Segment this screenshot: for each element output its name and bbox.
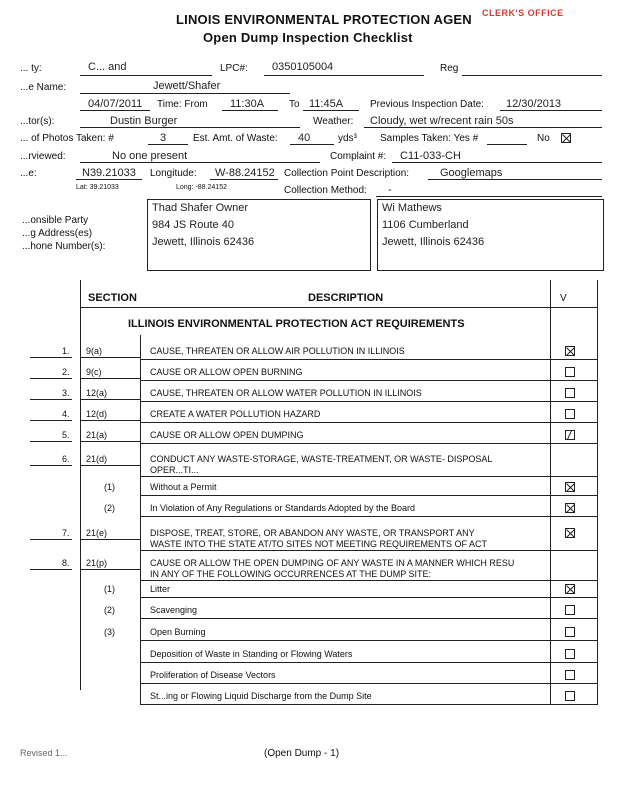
violation-checkbox[interactable] xyxy=(565,670,575,680)
row-description-cont: WASTE INTO THE STATE AT/TO SITES NOT MEETING REQUIREMENTS OF ACT xyxy=(150,539,488,549)
row-number-line xyxy=(30,420,72,421)
checkbox-cell-divider xyxy=(550,495,597,496)
previous-inspection-label: Previous Inspection Date: xyxy=(370,99,484,110)
row-section: 12(d) xyxy=(86,409,108,419)
row-number: 3. xyxy=(62,388,70,398)
row-description: St...ing or Flowing Liquid Discharge from the Dump Site xyxy=(150,691,372,701)
county-label: ... ty: xyxy=(20,63,42,74)
row-description: Without a Permit xyxy=(150,482,217,492)
checkbox-cell-divider xyxy=(550,550,597,551)
checkbox-cell-divider xyxy=(550,516,597,517)
row-number-line xyxy=(30,399,72,400)
row-number-line xyxy=(30,465,72,466)
mailing-address-label: ...g Address(es) xyxy=(22,228,93,239)
violation-checkbox[interactable] xyxy=(565,409,575,419)
clerk-stamp: CLERK'S OFFICE xyxy=(482,8,564,18)
checkbox-cell-divider xyxy=(550,597,597,598)
row-section-line xyxy=(80,441,140,442)
phone-number-label: ...hone Number(s): xyxy=(22,241,106,252)
row-number: 8. xyxy=(62,558,70,568)
row-number-line xyxy=(30,441,72,442)
row-description-cont: IN ANY OF THE FOLLOWING OCCURRENCES AT THE DUMP SITE: xyxy=(150,569,432,579)
row-section-line xyxy=(80,569,140,570)
row-divider xyxy=(140,401,550,402)
col-section-header: SECTION xyxy=(88,292,137,304)
violation-checkbox[interactable] xyxy=(565,482,575,492)
latitude-value: N39.21033 xyxy=(82,167,136,179)
row-section: 21(d) xyxy=(86,454,108,464)
row-section-line xyxy=(80,539,140,540)
violation-checkbox[interactable] xyxy=(565,430,575,440)
row-number-line xyxy=(30,569,72,570)
region-label: Reg xyxy=(440,63,459,74)
row-section: (1) xyxy=(104,584,115,594)
party2-line2: 1106 Cumberland xyxy=(382,219,469,231)
checkbox-cell-divider xyxy=(550,662,597,663)
samples-no-checkbox[interactable] xyxy=(561,133,571,143)
row-section: 21(p) xyxy=(86,558,108,568)
row-section: (3) xyxy=(104,627,115,637)
site-name-label: ...e Name: xyxy=(20,82,67,93)
row-divider xyxy=(140,380,550,381)
waste-unit: yds³ xyxy=(338,133,357,144)
col-description-header: DESCRIPTION xyxy=(308,292,384,304)
row-description: CREATE A WATER POLLUTION HAZARD xyxy=(150,409,321,419)
row-divider xyxy=(140,550,550,551)
party2-line1: Wi Mathews xyxy=(382,202,442,214)
row-section: 9(a) xyxy=(86,346,103,356)
row-number: 5. xyxy=(62,430,70,440)
row-description: CONDUCT ANY WASTE-STORAGE, WASTE-TREATMENT, OR WASTE- DISPOSAL xyxy=(150,454,493,464)
checkbox-cell-divider xyxy=(550,443,597,444)
latitude-small: Lat: 39.21033 xyxy=(76,184,119,191)
previous-inspection-value: 12/30/2013 xyxy=(506,98,562,110)
row-number-line xyxy=(30,378,72,379)
row-number: 1. xyxy=(62,346,70,356)
complaint-label: Complaint #: xyxy=(330,151,387,162)
inspection-date: 04/07/2011 xyxy=(88,98,143,110)
row-section-line xyxy=(80,399,140,400)
row-section-line xyxy=(80,420,140,421)
act-requirements-heading: ILLINOIS ENVIRONMENTAL PROTECTION ACT REQUIREMENTS xyxy=(128,318,465,330)
party1-line3: Jewett, Illinois 62436 xyxy=(152,236,255,248)
collection-point-value: Googlemaps xyxy=(440,167,503,179)
time-to-value: 11:45A xyxy=(309,98,344,110)
site-name-value: Jewett/Shafer xyxy=(153,80,221,92)
checkbox-cell-divider xyxy=(550,580,597,581)
row-number: 6. xyxy=(62,454,70,464)
row-section: (2) xyxy=(104,605,115,615)
row-divider xyxy=(140,495,550,496)
longitude-label: Longitude: xyxy=(150,168,197,179)
checkbox-cell-divider xyxy=(550,618,597,619)
row-section: 21(a) xyxy=(86,430,108,440)
photos-label: ... of Photos Taken: # xyxy=(20,133,114,144)
interviewed-value: No one present xyxy=(112,150,188,162)
longitude-value: W-88.24152 xyxy=(215,167,275,179)
checkbox-cell-divider xyxy=(550,476,597,477)
row-divider xyxy=(140,516,550,517)
violation-checkbox[interactable] xyxy=(565,691,575,701)
row-divider xyxy=(140,597,550,598)
col-v-header: V xyxy=(560,293,567,304)
row-section: 12(a) xyxy=(86,388,108,398)
checkbox-cell-divider xyxy=(550,640,597,641)
row-description: Scavenging xyxy=(150,605,198,615)
row-description: Deposition of Waste in Standing or Flowing Waters xyxy=(150,649,353,659)
weather-label: Weather: xyxy=(313,116,354,127)
party1-line2: 984 JS Route 40 xyxy=(152,219,234,231)
row-description: CAUSE OR ALLOW THE OPEN DUMPING OF ANY WASTE IN A MANNER WHICH RESU xyxy=(150,558,515,568)
complaint-value: C11-033-CH xyxy=(400,150,461,162)
violation-checkbox[interactable] xyxy=(565,503,575,513)
collection-point-label: Collection Point Description: xyxy=(284,168,410,179)
time-from-label: Time: From xyxy=(157,99,208,110)
collection-method-label: Collection Method: xyxy=(284,185,367,196)
row-description: DISPOSE, TREAT, STORE, OR ABANDON ANY WASTE, OR TRANSPORT ANY xyxy=(150,528,475,538)
row-description: In Violation of Any Regulations or Standards Adopted by the Board xyxy=(150,503,416,513)
collection-method-value: - xyxy=(388,184,392,196)
row-section: (2) xyxy=(104,503,115,513)
violation-checkbox[interactable] xyxy=(565,346,575,356)
row-section: 21(e) xyxy=(86,528,108,538)
weather-value: Cloudy, wet w/recent rain 50s xyxy=(370,115,514,127)
row-description: Proliferation of Disease Vectors xyxy=(150,670,276,680)
samples-no-label: No xyxy=(537,133,550,144)
county-value: C... and xyxy=(88,61,127,73)
inspector-value: Dustin Burger xyxy=(110,115,178,127)
row-divider xyxy=(140,683,550,684)
row-divider xyxy=(140,704,550,705)
row-section-line xyxy=(80,465,140,466)
row-description: CAUSE OR ALLOW OPEN BURNING xyxy=(150,367,303,377)
photos-value: 3 xyxy=(160,132,167,144)
row-divider xyxy=(140,422,550,423)
row-section: 9(c) xyxy=(86,367,102,377)
checkbox-cell-divider xyxy=(550,704,597,705)
row-section: (1) xyxy=(104,482,115,492)
row-description: Litter xyxy=(150,584,171,594)
time-to-label: To xyxy=(289,99,300,110)
row-divider xyxy=(140,443,550,444)
row-divider xyxy=(140,359,550,360)
row-divider xyxy=(140,640,550,641)
page-subtitle: Open Dump Inspection Checklist xyxy=(203,30,413,45)
violation-checkbox[interactable] xyxy=(565,649,575,659)
lpc-label: LPC#: xyxy=(220,63,248,74)
lpc-value: 0350105004 xyxy=(272,61,334,73)
interviewed-label: ...rviewed: xyxy=(20,151,66,162)
page-title: LINOIS ENVIRONMENTAL PROTECTION AGEN xyxy=(176,12,472,27)
row-description: CAUSE, THREATEN OR ALLOW WATER POLLUTION IN ILLINOIS xyxy=(150,388,422,398)
longitude-small: Long: -88.24152 xyxy=(176,184,227,191)
row-description-cont: OPER...TI... xyxy=(150,465,199,475)
row-divider xyxy=(140,662,550,663)
responsible-party-label: ...onsible Party xyxy=(22,215,89,226)
row-number-line xyxy=(30,357,72,358)
latitude-label: ...e: xyxy=(20,168,37,179)
violation-checkbox[interactable] xyxy=(565,584,575,594)
violation-checkbox[interactable] xyxy=(565,367,575,377)
checkbox-cell-divider xyxy=(550,401,597,402)
violation-checkbox[interactable] xyxy=(565,627,575,637)
row-number-line xyxy=(30,539,72,540)
waste-amount-value: 40 xyxy=(298,132,311,144)
checkbox-cell-divider xyxy=(550,422,597,423)
party1-line1: Thad Shafer Owner xyxy=(152,202,248,214)
party2-line3: Jewett, Illinois 62436 xyxy=(382,236,485,248)
violation-checkbox[interactable] xyxy=(565,388,575,398)
row-divider xyxy=(140,580,550,581)
row-section-line xyxy=(80,378,140,379)
inspector-label: ...tor(s): xyxy=(20,116,55,127)
row-description: Open Burning xyxy=(150,627,206,637)
samples-label: Samples Taken: Yes # xyxy=(380,133,479,144)
page-footer: (Open Dump - 1) xyxy=(264,748,340,759)
row-number: 2. xyxy=(62,367,70,377)
violation-checkbox[interactable] xyxy=(565,528,575,538)
checkbox-cell-divider xyxy=(550,359,597,360)
row-description: CAUSE OR ALLOW OPEN DUMPING xyxy=(150,430,304,440)
checkbox-cell-divider xyxy=(550,683,597,684)
revision-note: Revised 1... xyxy=(20,748,68,758)
row-description: CAUSE, THREATEN OR ALLOW AIR POLLUTION IN ILLINOIS xyxy=(150,346,405,356)
row-divider xyxy=(140,618,550,619)
row-number: 7. xyxy=(62,528,70,538)
row-divider xyxy=(140,476,550,477)
checkbox-cell-divider xyxy=(550,380,597,381)
row-number: 4. xyxy=(62,409,70,419)
violation-checkbox[interactable] xyxy=(565,605,575,615)
time-from-value: 11:30A xyxy=(230,98,265,110)
waste-amount-label: Est. Amt. of Waste: xyxy=(193,133,278,144)
row-section-line xyxy=(80,357,140,358)
